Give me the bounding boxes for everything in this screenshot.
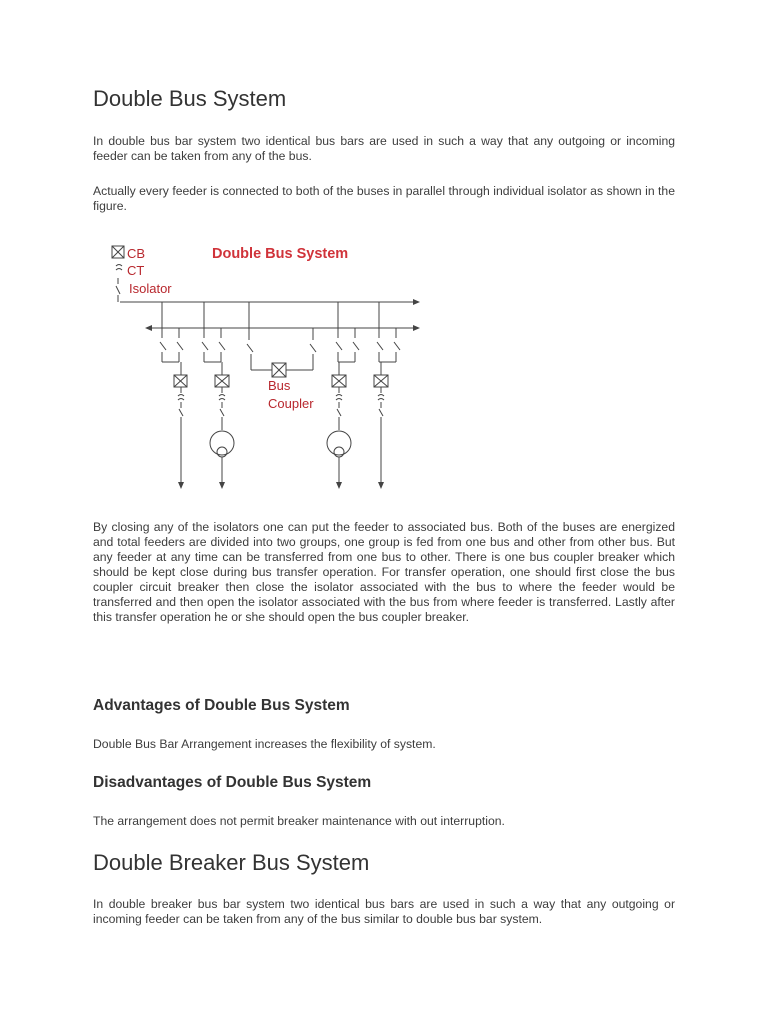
legend-ct-label: CT	[127, 263, 145, 278]
disadvantages-heading: Disadvantages of Double Bus System	[93, 774, 372, 791]
legend-cb-label: CB	[127, 246, 146, 261]
legend-isolator-label: Isolator	[129, 281, 172, 296]
feeder-2	[202, 302, 234, 489]
double-bus-operation-paragraph: By closing any of the isolators one can put the feeder to associated bus. Both of the buses are energized and total feeders are divided into two groups, one group is fed from one bus and other from other bus. But any feeder at any time can be transferred from one bus to other. There is one bus coupler breaker which should be kept close during bus transfer operation. For transfer operation, one should first close the bus coupler circuit breaker then close the isolator associated with the bus to where the feeder would be transferred and then open the isolator associated with the bus from where feeder is transferred. Lastly after this transfer operation he or she should open the bus coupler breaker.	[93, 520, 675, 624]
advantages-text: Double Bus Bar Arrangement increases the flexibility of system.	[93, 737, 436, 751]
double-breaker-heading: Double Breaker Bus System	[93, 850, 370, 875]
bus-coupler	[247, 302, 316, 377]
double-bus-intro-paragraph: In double bus bar system two identical bus bars are used in such a way that any outgoing or incoming feeder can be taken from any of the bus.	[93, 134, 675, 163]
double-bus-diagram	[105, 236, 435, 498]
feeder-1	[160, 302, 187, 489]
advantages-heading: Advantages of Double Bus System	[93, 697, 350, 714]
double-bus-parallel-paragraph: Actually every feeder is connected to both of the buses in parallel through individual isolator as shown in the figure.	[93, 184, 675, 213]
legend-ct-icon	[116, 265, 122, 271]
feeder-3	[327, 302, 359, 489]
double-bus-heading: Double Bus System	[93, 86, 287, 111]
bus-coupler-label-2: Coupler	[268, 396, 314, 411]
disadvantages-text: The arrangement does not permit breaker maintenance with out interruption.	[93, 814, 505, 828]
figure-title: Double Bus System	[212, 246, 349, 262]
double-breaker-intro-paragraph: In double breaker bus bar system two identical bus bars are used in such a way that any outgoing or incoming feeder can be taken from any of the bus similar to double bus bar system.	[93, 897, 675, 926]
bus-coupler-label-1: Bus	[268, 378, 291, 393]
feeder-4	[374, 302, 400, 489]
